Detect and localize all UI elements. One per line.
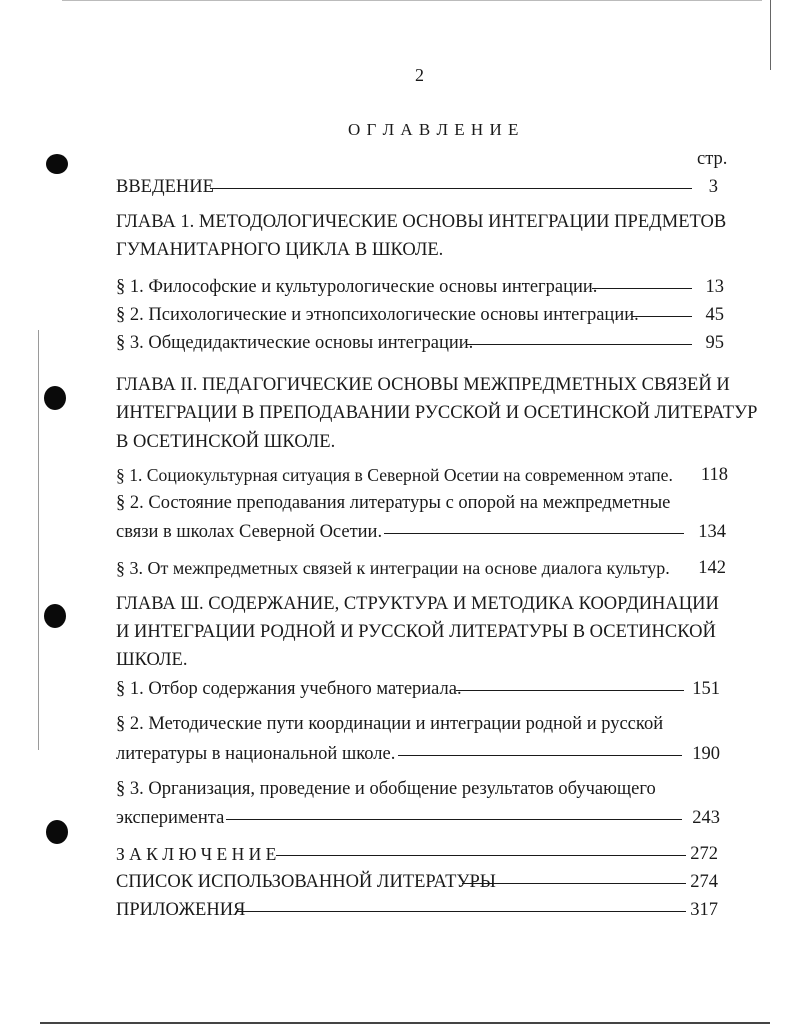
entry-label: литературы в национальной школе. <box>116 744 396 764</box>
entry-label: ПРИЛОЖЕНИЯ <box>116 900 246 920</box>
toc-entry-2-1 <box>116 465 728 489</box>
chapter3-heading-line3: ШКОЛЕ. <box>116 650 188 670</box>
leader-line <box>462 883 686 884</box>
entry-page: 13 <box>705 277 724 297</box>
toc-entry-2-2 <box>116 522 728 546</box>
entry-page: 151 <box>692 679 720 699</box>
entry-label: § 1. Философские и культурологические основы интеграции. <box>116 277 598 297</box>
entry-page: 134 <box>698 522 726 542</box>
entry-label: эксперимента <box>116 808 225 828</box>
chapter3-heading-line2: И ИНТЕГРАЦИИ РОДНОЙ И РУССКОЙ ЛИТЕРАТУРЫ В ОСЕТИНСКОЙ <box>116 622 716 642</box>
entry-page: 95 <box>705 333 724 353</box>
chapter2-heading-line3: В ОСЕТИНСКОЙ ШКОЛЕ. <box>116 432 336 452</box>
leader-line <box>236 911 686 912</box>
entry-label: § 1. Отбор содержания учебного материала. <box>116 679 462 699</box>
scan-edge-left <box>38 330 39 750</box>
leader-line <box>398 755 682 756</box>
leader-line <box>210 188 692 189</box>
entry-label: § 2. Психологические и этнопсихологические основы интеграции. <box>116 305 639 325</box>
page-number: 2 <box>415 65 424 85</box>
binder-hole-2 <box>44 386 66 410</box>
chapter2-heading-line2: ИНТЕГРАЦИИ В ПРЕПОДАВАНИИ РУССКОЙ И ОСЕТИНСКОЙ ЛИТЕРАТУР <box>116 403 758 423</box>
scan-edge-bottom <box>40 1022 770 1024</box>
chapter1-heading-line1: ГЛАВА 1. МЕТОДОЛОГИЧЕСКИЕ ОСНОВЫ ИНТЕГРАЦИИ ПРЕДМЕТОВ <box>116 212 727 232</box>
toc-entry-1-2 <box>116 305 728 329</box>
toc-title: О Г Л А В Л Е Н И Е <box>348 120 520 139</box>
toc-entry-3-2-line1: § 2. Методические пути координации и интеграции родной и русской <box>116 714 664 734</box>
leader-line <box>456 690 684 691</box>
toc-entry-conclusion <box>116 844 728 868</box>
toc-entry-1-3 <box>116 333 728 357</box>
binder-hole-3 <box>44 604 66 628</box>
toc-entry-intro <box>116 177 728 201</box>
chapter2-heading-line1: ГЛАВА II. ПЕДАГОГИЧЕСКИЕ ОСНОВЫ МЕЖПРЕДМЕТНЫХ СВЯЗЕЙ И <box>116 375 730 395</box>
toc-entry-2-2-line1: § 2. Состояние преподавания литературы с опорой на межпредметные <box>116 493 671 513</box>
chapter3-heading-line1: ГЛАВА Ш. СОДЕРЖАНИЕ, СТРУКТУРА И МЕТОДИКА КООРДИНАЦИИ <box>116 594 719 614</box>
entry-page: 142 <box>698 558 726 578</box>
entry-label: § 1. Социокультурная ситуация в Северной Осетии на современном этапе. <box>116 465 673 485</box>
entry-page: 274 <box>690 872 718 892</box>
leader-line <box>226 819 682 820</box>
scan-edge-right <box>770 0 771 70</box>
toc-entry-bibliography <box>116 872 728 896</box>
toc-entry-appendix <box>116 900 728 924</box>
entry-page: 3 <box>708 177 718 197</box>
binder-hole-4 <box>46 820 68 844</box>
entry-label: § 3. От межпредметных связей к интеграции на основе диалога культур. <box>116 558 670 578</box>
entry-page: 272 <box>690 844 718 864</box>
page-column-label: стр. <box>697 149 728 169</box>
binder-hole-1 <box>46 154 68 174</box>
entry-label: З А К Л Ю Ч Е Н И Е <box>116 844 277 864</box>
entry-page: 190 <box>692 744 720 764</box>
leader-line <box>632 316 692 317</box>
entry-label: связи в школах Северной Осетии. <box>116 522 383 542</box>
toc-entry-3-3 <box>116 808 728 832</box>
entry-label: § 3. Общедидактические основы интеграции. <box>116 333 474 353</box>
leader-line <box>592 288 692 289</box>
toc-entry-1-1 <box>116 277 728 301</box>
chapter1-heading-line2: ГУМАНИТАРНОГО ЦИКЛА В ШКОЛЕ. <box>116 240 444 260</box>
scan-edge-top <box>62 0 762 1</box>
entry-page: 45 <box>705 305 724 325</box>
toc-entry-3-2 <box>116 744 728 768</box>
leader-line <box>466 344 692 345</box>
toc-entry-2-3 <box>116 558 728 582</box>
toc-entry-3-3-line1: § 3. Организация, проведение и обобщение результатов обучающего <box>116 779 656 799</box>
leader-line <box>384 533 684 534</box>
entry-label: ВВЕДЕНИЕ <box>116 177 214 197</box>
entry-page: 118 <box>700 465 728 485</box>
toc-entry-3-1 <box>116 679 728 703</box>
entry-label: СПИСОК ИСПОЛЬЗОВАННОЙ ЛИТЕРАТУРЫ <box>116 872 496 892</box>
leader-line <box>276 855 686 856</box>
entry-page: 243 <box>692 808 720 828</box>
entry-page: 317 <box>690 900 718 920</box>
